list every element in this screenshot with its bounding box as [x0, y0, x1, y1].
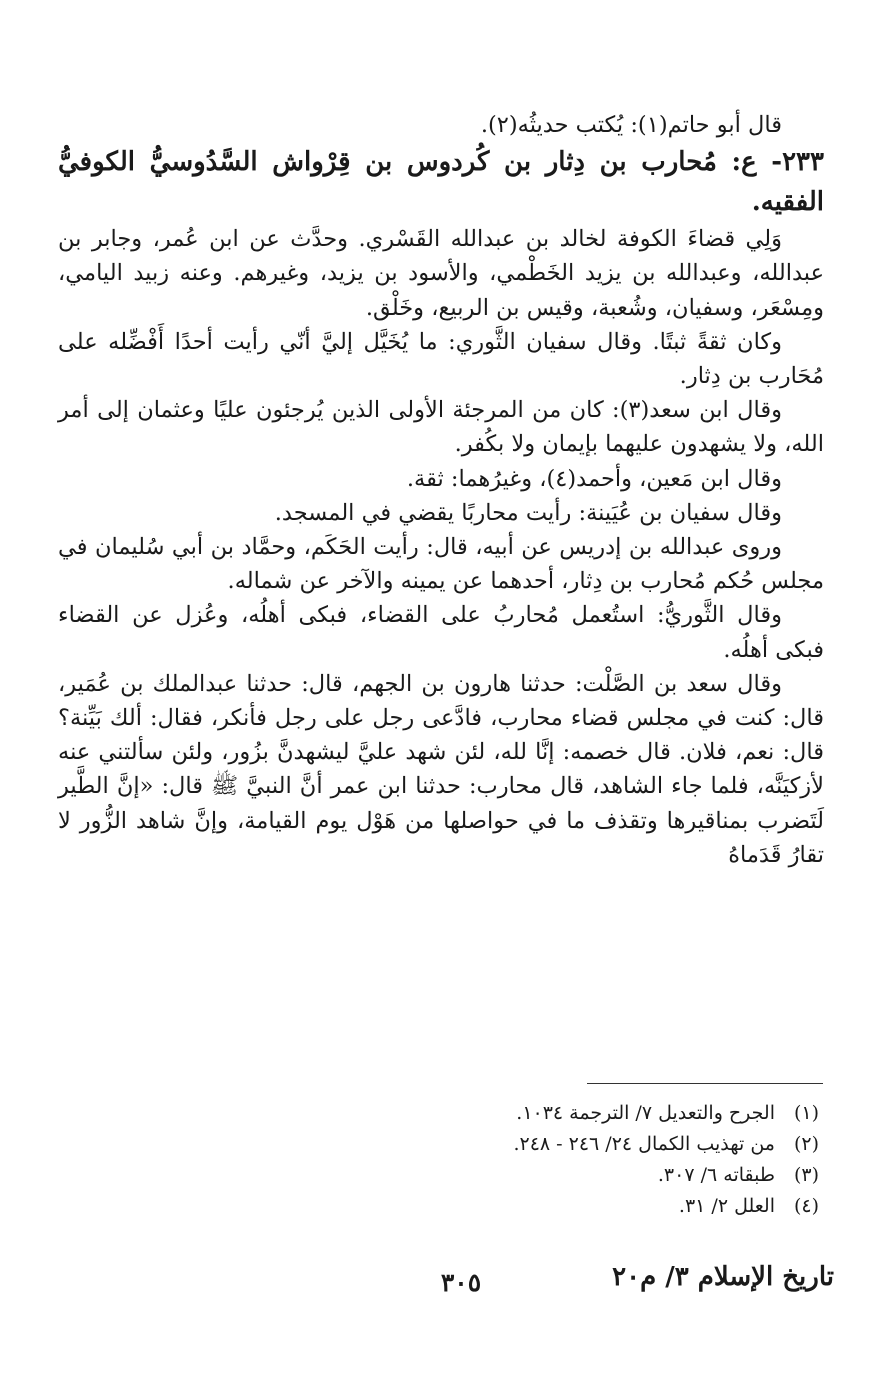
paragraph-7: وقال الثَّوريُّ: استُعمل مُحاربُ على القضاء، فبكى أهلُه، وعُزل عن القضاء فبكى أهلُه.	[58, 602, 824, 663]
paragraph-6: وروى عبدالله بن إدريس عن أبيه، قال: رأيت الحَكَم، وحمَّاد بن أبي سُليمان في مجلس حُكم مُحارب بن دِثار، أحدهما عن يمينه والآخر عن شماله.	[58, 534, 824, 595]
paragraph-5: وقال سفيان بن عُيَينة: رأيت محاربًا يقضي في المسجد.	[274, 499, 782, 526]
main-text	[58, 108, 824, 872]
paragraph-3: وقال ابن سعد(٣): كان من المرجئة الأولى الذين يُرجئون عليًا وعثمان إلى أمر الله، ولا يشهدون عليهما بإيمان ولا بكُفر.	[58, 397, 824, 458]
paragraph-1: وَلِي قضاءَ الكوفة لخالد بن عبدالله القَسْري. وحدَّث عن ابن عُمر، وجابر بن عبدالله، وعبدالله بن يزيد الخَطْمي، والأسود بن يزيد، وغيرهم. وعنه زبيد اليامي، ومِسْعَر، وسفيان، وشُعبة، وقيس بن الربيع، وخَلْق.	[58, 226, 824, 321]
footnote-number: (٢)	[793, 1133, 819, 1155]
footnote-text: من تهذيب الكمال ٢٤/ ٢٤٦ - ٢٤٨.	[513, 1133, 775, 1155]
footnote	[299, 1129, 819, 1160]
paragraph-4: وقال ابن مَعين، وأحمد(٤)، وغيرُهما: ثقة.	[406, 465, 782, 492]
footnotes	[299, 1098, 819, 1222]
book-title-footer: تاريخ الإسلام ٣/ م٢٠	[612, 1262, 834, 1292]
footnote	[299, 1191, 819, 1222]
footnote-number: (٤)	[793, 1195, 819, 1217]
footnote	[299, 1160, 819, 1191]
paragraph-8: وقال سعد بن الصَّلْت: حدثنا هارون بن الجهم، قال: حدثنا عبدالملك بن عُمَير، قال: كنت في مجلس قضاء محارب، فادَّعى رجل على رجل فأنكر، فقال: ألك بَيِّنة؟ قال: نعم، فلان. قال خصمه: إنَّا لله، لئن شهد عليَّ ليشهدنَّ بزُور، ولئن سألتني عنه لأزكيَنَّه، فلما جاء الشاهد، قال محارب: حدثنا ابن عمر أنَّ النبيَّ ﷺ قال: «إنَّ الطَّير لَتَضرب بمناقيرها وتقذف ما في حواصلها من هَوْل يوم القيامة، وإنَّ شاهد الزُّور لا تقارُ قَدَماهُ	[58, 670, 824, 868]
footnote-number: (١)	[793, 1102, 819, 1124]
footnote-text: العلل ٢/ ٣١.	[678, 1195, 775, 1217]
page-number: ٣٠٥	[440, 1268, 482, 1297]
footnote-text: الجرح والتعديل ٧/ الترجمة ١٠٣٤.	[516, 1102, 775, 1124]
footnote	[299, 1098, 819, 1129]
entry-heading: ٢٣٣- ع: مُحارب بن دِثار بن كُردوس بن قِرْواش السَّدُوسيُّ الكوفيُّ الفقيه.	[58, 147, 824, 218]
footnote-text: طبقاته ٦/ ٣٠٧.	[657, 1164, 775, 1186]
paragraph-2: وكان ثقةً ثبتًا. وقال سفيان الثَّوري: ما يُخَيَّل إليَّ أنّي رأيت أحدًا أَفْضِّله على مُحَارب بن دِثار.	[58, 328, 824, 390]
footnote-divider	[587, 1083, 823, 1084]
footnote-number: (٣)	[793, 1164, 819, 1186]
previous-entry-line: قال أبو حاتم(١): يُكتب حديثُه(٢).	[480, 112, 782, 138]
